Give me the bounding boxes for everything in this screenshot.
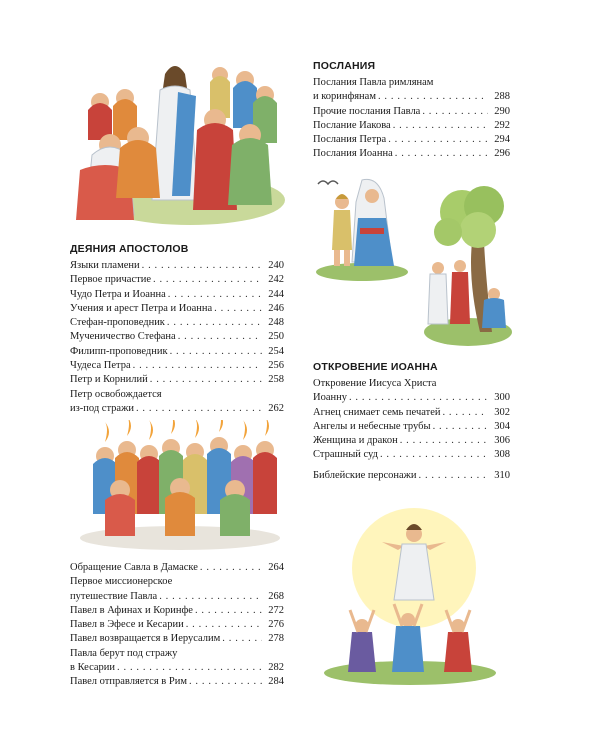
toc-entry[interactable]: Петр и Корнилий . . . 258 bbox=[70, 373, 284, 387]
illustration-mother-and-child bbox=[312, 172, 410, 284]
toc-entry[interactable]: Первое миссионерское путешествие Павла . . . 268 bbox=[70, 575, 284, 604]
toc-entry[interactable]: Библейские персонажи . . . 310 bbox=[313, 469, 510, 483]
toc-entry[interactable]: Павла берут под стражу в Кесарии . . . 282 bbox=[70, 647, 284, 676]
toc-entry[interactable]: Языки пламени . . . 240 bbox=[70, 259, 284, 273]
toc-entry[interactable]: Павел возвращается в Иерусалим . . . 278 bbox=[70, 632, 284, 646]
toc-entry[interactable]: Послания Иоанна . . . 296 bbox=[313, 147, 510, 161]
section-acts bbox=[70, 243, 284, 416]
toc-entry[interactable]: Откровение Иисуса Христа Иоанну . . . 300 bbox=[313, 377, 510, 406]
figure-child bbox=[332, 194, 352, 266]
illustration-jesus-teaching bbox=[70, 50, 285, 230]
section-heading-acts: ДЕЯНИЯ АПОСТОЛОВ bbox=[70, 243, 189, 255]
flames bbox=[105, 420, 269, 442]
toc-entry[interactable]: Женщина и дракон . . . 306 bbox=[313, 434, 510, 448]
apostles-crowd bbox=[93, 437, 277, 536]
toc-entry[interactable]: Стефан-проповедник . . . 248 bbox=[70, 316, 284, 330]
illustration-ascension bbox=[322, 508, 500, 688]
toc-entry[interactable]: Агнец снимает семь печатей . . . 302 bbox=[313, 406, 510, 420]
toc-entry[interactable]: Чудеса Петра . . . 256 bbox=[70, 359, 284, 373]
toc-entry[interactable]: Послания Петра . . . 294 bbox=[313, 133, 510, 147]
toc-entry[interactable]: Павел отправляется в Рим . . . 284 bbox=[70, 675, 284, 689]
toc-entry-line1: Петр освобождается bbox=[70, 388, 162, 400]
toc-list-epistles bbox=[313, 76, 510, 162]
toc-entry[interactable]: Первое причастие . . . 242 bbox=[70, 273, 284, 287]
toc-entry-line1: Павла берут под стражу bbox=[70, 647, 178, 659]
toc-entry[interactable]: Павел в Афинах и Коринфе . . . 272 bbox=[70, 604, 284, 618]
toc-entry[interactable]: Страшный суд . . . 308 bbox=[313, 448, 510, 462]
toc-list-paul bbox=[70, 561, 284, 690]
toc-entry[interactable]: Филипп-проповедник . . . 254 bbox=[70, 345, 284, 359]
illustration-pentecost bbox=[75, 420, 285, 550]
toc-entry[interactable]: Обращение Савла в Дамаске . . . 264 bbox=[70, 561, 284, 575]
toc-list-revelation bbox=[313, 377, 510, 463]
toc-entry[interactable]: Петр освобождается из-под стражи . . . 262 bbox=[70, 388, 284, 417]
section-paul bbox=[70, 561, 284, 690]
toc-entry[interactable]: Послания Павла римлянам и коринфянам . . . 288 bbox=[313, 76, 510, 105]
section-characters bbox=[313, 469, 510, 483]
toc-entry[interactable]: Мученичество Стефана . . . 250 bbox=[70, 330, 284, 344]
toc-entry[interactable]: Чудо Петра и Иоанна . . . 244 bbox=[70, 288, 284, 302]
figure-jesus bbox=[152, 66, 198, 200]
figure-mother bbox=[352, 179, 394, 266]
section-heading-revelation: ОТКРОВЕНИЕ ИОАННА bbox=[313, 361, 438, 373]
toc-entry[interactable]: Учения и арест Петра и Иоанна . . . 246 bbox=[70, 302, 284, 316]
toc-entry[interactable]: Ангелы и небесные трубы . . . 304 bbox=[313, 420, 510, 434]
section-epistles bbox=[313, 60, 510, 162]
toc-entry-line1: Послания Павла римлянам bbox=[313, 77, 434, 88]
toc-entry-line1: Первое миссионерское bbox=[70, 576, 173, 588]
toc-entry[interactable]: Послание Иакова . . . 292 bbox=[313, 119, 510, 133]
section-revelation bbox=[313, 361, 510, 463]
toc-entry[interactable]: Прочие послания Павла . . . 290 bbox=[313, 105, 510, 119]
toc-list-acts bbox=[70, 259, 284, 416]
figures bbox=[428, 260, 506, 328]
illustration-tree-scene bbox=[420, 182, 512, 350]
section-heading-epistles: ПОСЛАНИЯ bbox=[313, 60, 376, 72]
bird-icon bbox=[318, 181, 338, 184]
toc-entry[interactable]: Павел в Эфесе и Кесарии . . . 276 bbox=[70, 618, 284, 632]
toc-entry-line1: Откровение Иисуса Христа bbox=[313, 378, 437, 389]
toc-list-characters bbox=[313, 469, 510, 483]
